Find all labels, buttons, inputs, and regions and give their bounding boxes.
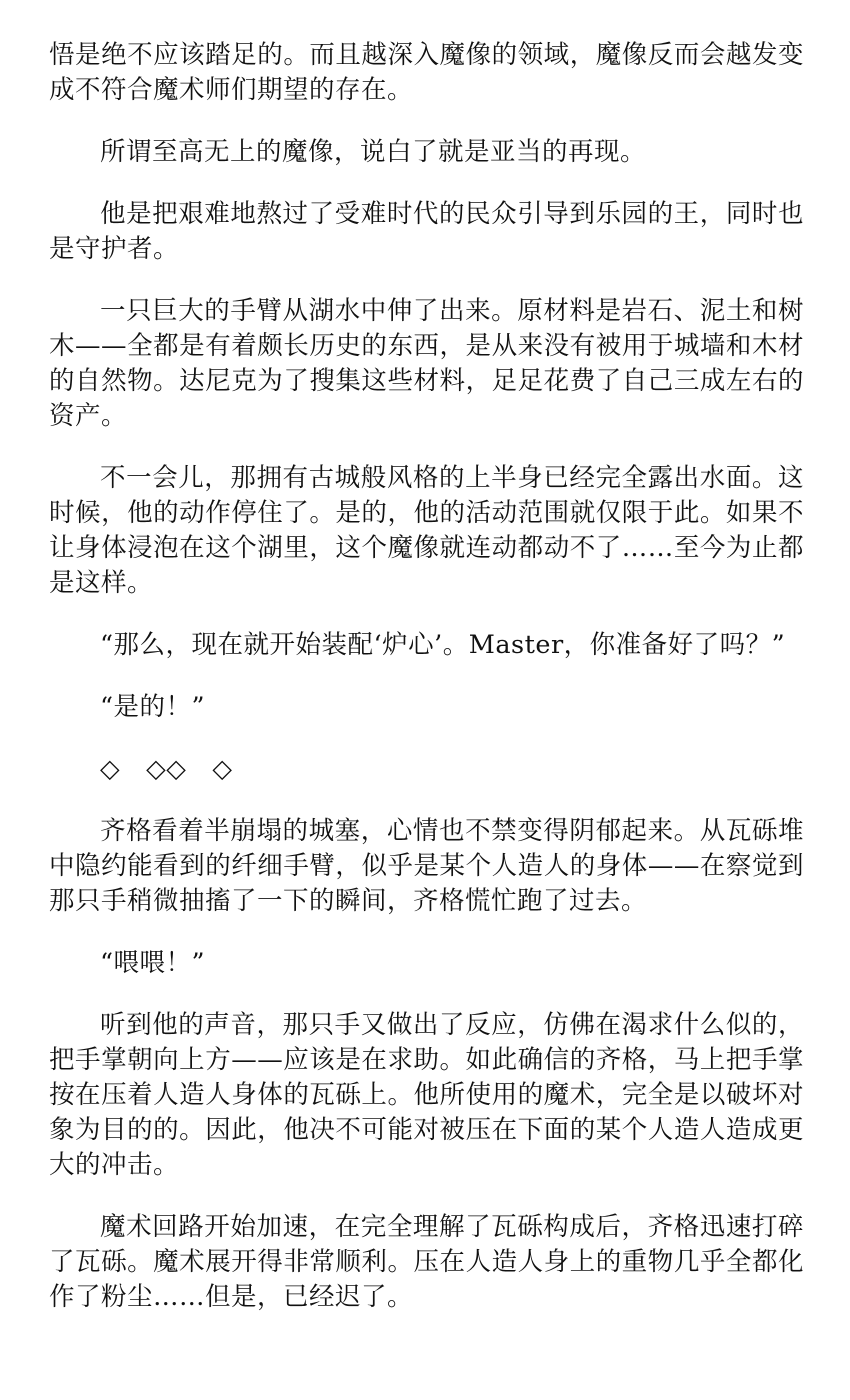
paragraph: 悟是绝不应该踏足的。而且越深入魔像的领域，魔像反而会越发变成不符合魔术师们期望的存在。 — [49, 40, 804, 105]
paragraph: 魔术回路开始加速，在完全理解了瓦砾构成后，齐格迅速打碎了瓦砾。魔术展开得非常顺利。压在人造人身上的重物几乎全都化作了粉尘……但是，已经迟了。 — [49, 1212, 804, 1312]
page-content — [49, 38, 804, 1342]
paragraph: 所谓至高无上的魔像，说白了就是亚当的再现。 — [100, 137, 647, 167]
paragraph: 听到他的声音，那只手又做出了反应，仿佛在渴求什么似的，把手掌朝向上方——应该是在求助。如此确信的齐格，马上把手掌按在压着人造人身体的瓦砾上。他所使用的魔术，完全是以破坏对象为目的的。因此，他决不可能对被压在下面的某个人造人造成更大的冲击。 — [49, 1010, 804, 1180]
dialogue-paragraph: “那么，现在就开始装配‘炉心’。Master，你准备好了吗？” — [100, 630, 786, 660]
paragraph: 不一会儿，那拥有古城般风格的上半身已经完全露出水面。这时候，他的动作停住了。是的，他的活动范围就仅限于此。如果不让身体浸泡在这个湖里，这个魔像就连动都动不了……至今为止都是这样。 — [49, 463, 804, 598]
dialogue-paragraph: “是的！” — [100, 692, 206, 722]
paragraph: 齐格看着半崩塌的城塞，心情也不禁变得阴郁起来。从瓦砾堆中隐约能看到的纤细手臂，似乎是某个人造人的身体——在察觉到那只手稍微抽搐了一下的瞬间，齐格慌忙跑了过去。 — [49, 816, 804, 916]
dialogue-paragraph: “喂喂！” — [100, 948, 206, 978]
paragraph: 他是把艰难地熬过了受难时代的民众引导到乐园的王，同时也是守护者。 — [49, 199, 804, 264]
paragraph: 一只巨大的手臂从湖水中伸了出来。原材料是岩石、泥土和树木——全都是有着颇长历史的东西，是从来没有被用于城墙和木材的自然物。达尼克为了搜集这些材料，足足花费了自己三成左右的资产。 — [49, 296, 804, 431]
section-divider: ◇ ◇◇ ◇ — [100, 754, 233, 784]
